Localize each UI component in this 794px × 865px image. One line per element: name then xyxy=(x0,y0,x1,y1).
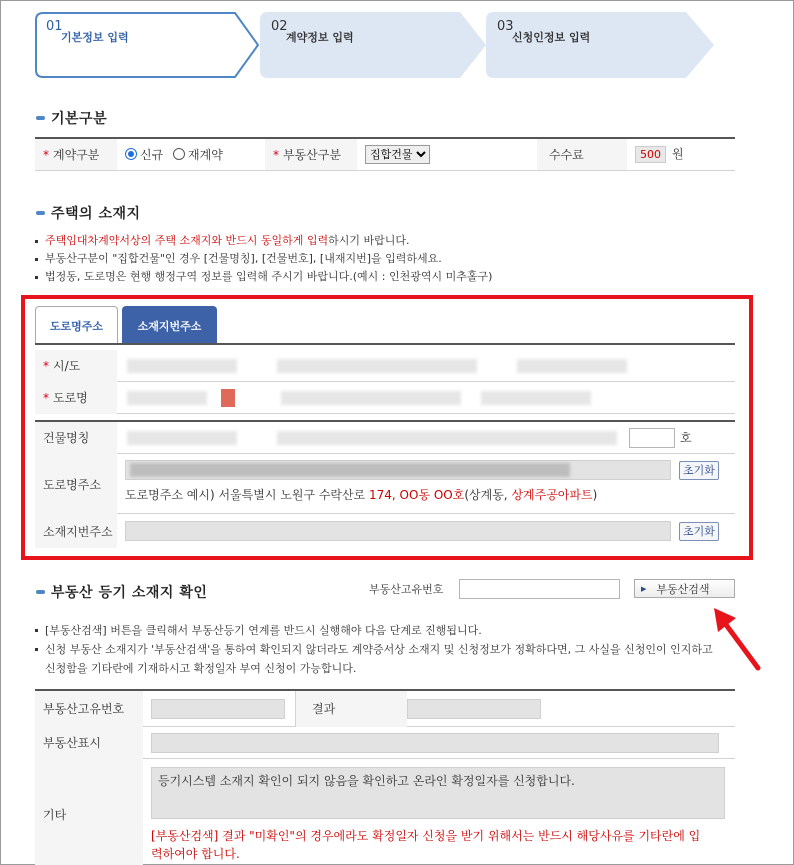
fee-value: 500 xyxy=(635,146,666,163)
other-header: 기타 xyxy=(35,759,143,865)
property-type-cell xyxy=(357,138,537,170)
tab-road-address[interactable]: 도로명주소 xyxy=(35,306,118,344)
other-text: 등기시스템 소재지 확인이 되지 않음을 확인하고 온라인 확정일자를 신청합니다. xyxy=(158,774,575,788)
contract-type-header: * 계약구분 xyxy=(35,138,117,170)
lot-address-reset-button[interactable]: 초기화 xyxy=(679,522,719,541)
property-search-label: 부동산검색 xyxy=(656,582,710,596)
fee-unit: 원 xyxy=(672,147,684,162)
radio-new[interactable]: 신규 xyxy=(125,146,163,163)
row-other xyxy=(35,759,735,865)
section-title-text: 주택의 소재지 xyxy=(51,206,141,222)
property-display-field xyxy=(151,733,719,753)
radio-empty-icon xyxy=(173,148,185,160)
registry-notes xyxy=(35,621,713,678)
lot-address-header: 소재지번주소 xyxy=(35,514,117,548)
property-type-select[interactable] xyxy=(365,145,430,164)
unique-no-label: 부동산고유번호 xyxy=(369,583,444,596)
row-registry-number xyxy=(35,691,735,727)
road-address-reset-button[interactable]: 초기화 xyxy=(679,461,719,480)
road-address-header: 도로명주소 xyxy=(35,454,117,514)
annotation-arrow-icon xyxy=(708,604,768,674)
note-item: 주택임대차계약서상의 주택 소재지와 반드시 동일하게 입력하시기 바랍니다. xyxy=(35,232,492,250)
section-title-registry xyxy=(36,582,207,602)
step-2 xyxy=(260,12,488,78)
section-bullet xyxy=(36,116,45,120)
road-header: * 도로명 xyxy=(35,382,117,414)
fee-header: 수수료 xyxy=(537,138,627,170)
row-property-display xyxy=(35,727,735,759)
property-type-header: * 부동산구분 xyxy=(265,138,357,170)
note-item: 법정동, 도로명은 현행 행정구역 정보를 입력해 주시기 바랍니다.(예시 : 인천광역시 미추홀구) xyxy=(35,268,492,286)
section-title-text: 부동산 등기 소재지 확인 xyxy=(51,585,208,601)
property-display-header: 부동산표시 xyxy=(35,727,143,759)
section-bullet xyxy=(36,211,45,215)
step-2-label: 계약정보 입력 xyxy=(286,31,354,44)
unique-no-input[interactable] xyxy=(459,579,620,599)
registry-number-field xyxy=(151,699,285,719)
step-1-number: 01 xyxy=(46,19,63,34)
section-title-basic xyxy=(36,108,107,128)
radio-renew[interactable]: 재계약 xyxy=(173,146,223,163)
ho-unit: 호 xyxy=(680,431,692,445)
radio-selected-icon xyxy=(125,148,137,160)
section-bullet xyxy=(36,590,45,594)
note-item: 부동산구분이 "집합건물"인 경우 [건물명칭], [건물번호], [내재지번]을 입력하세요. xyxy=(35,250,492,268)
note-item: 신청 부동산 소재지가 '부동산검색'을 통하여 확인되지 않더라도 계약증서상 소재지 및 신청정보가 정확하다면, 그 사실을 신청인이 인지하고 xyxy=(35,640,713,659)
building-header: 건물명칭 xyxy=(35,422,117,454)
highlight-box xyxy=(21,295,753,560)
arrow-right-icon: ▶ xyxy=(641,584,647,593)
step-3-label: 신청인정보 입력 xyxy=(512,31,591,44)
contract-type-cell xyxy=(117,138,265,170)
other-warning: [부동산검색] 결과 "미확인"의 경우에라도 확정일자 신청을 받기 위해서는 반드시 해당사유를 기타란에 입 력하여야 합니다. xyxy=(151,829,701,861)
road-address-example: 도로명주소 예시) 서울특별시 노원구 수락산로 174, OO동 OO호(상계동, 상계주공아파트) xyxy=(125,488,598,502)
note-item-continued: 신청함을 기타란에 기재하시고 확정일자 부여 신청이 가능합니다. xyxy=(45,662,357,675)
section-title-text: 기본구분 xyxy=(51,111,108,127)
note-item: [부동산검색] 버튼을 클릭해서 부동산등기 연계를 반드시 실행해야 다음 단계로 진행됩니다. xyxy=(35,621,713,640)
registry-table xyxy=(35,689,735,865)
step-2-number: 02 xyxy=(271,19,288,34)
step-1-label: 기본정보 입력 xyxy=(61,31,129,44)
step-indicator xyxy=(35,12,725,78)
step-3-number: 03 xyxy=(497,19,514,34)
tab-lot-address[interactable]: 소재지번주소 xyxy=(122,306,217,344)
registry-number-header: 부동산고유번호 xyxy=(35,691,143,727)
property-search-button[interactable] xyxy=(634,579,735,598)
result-header: 결과 xyxy=(295,691,407,727)
other-textarea[interactable] xyxy=(151,767,725,819)
fee-cell xyxy=(627,138,735,170)
basic-table xyxy=(35,137,735,171)
step-1 xyxy=(35,12,260,78)
location-notes xyxy=(35,232,492,286)
sido-header: * 시/도 xyxy=(35,350,117,382)
other-cell xyxy=(143,759,725,865)
section-title-location xyxy=(36,203,141,223)
step-3 xyxy=(486,12,716,78)
result-field xyxy=(407,699,541,719)
